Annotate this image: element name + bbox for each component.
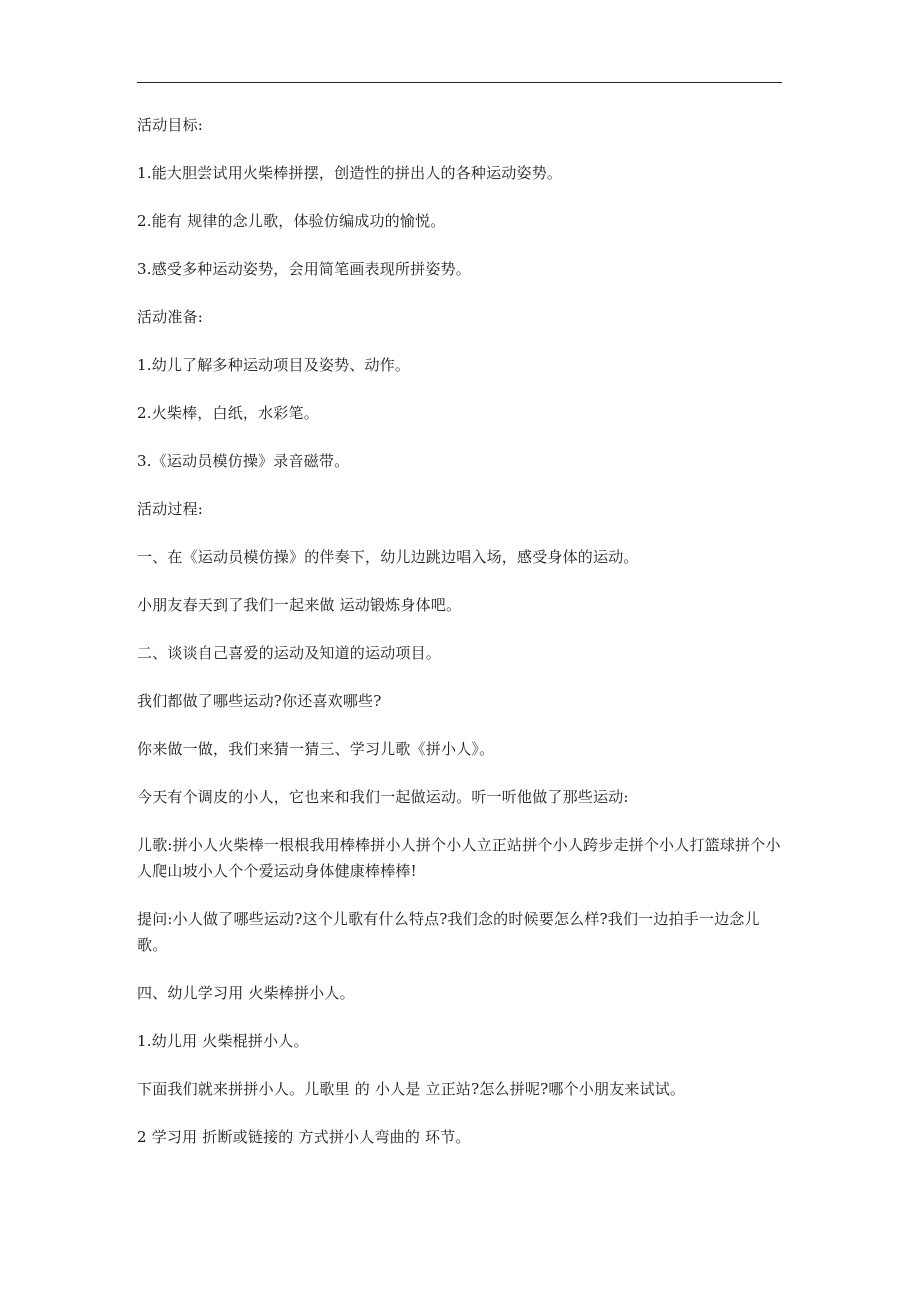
process-paragraph: 一、在《运动员模仿操》的伴奏下，幼儿边跳边唱入场，感受身体的运动。 [137,548,639,566]
process-paragraph: 2 学习用 折断或链接的 方式拼小人弯曲的 环节。 [137,1128,471,1146]
goal-item: 1.能大胆尝试用火柴棒拼摆，创造性的拼出人的各种运动姿势。 [137,164,563,182]
process-paragraph: 你来做一做，我们来猜一猜三、学习儿歌《拼小人》。 [137,740,495,758]
preparation-item: 1.幼儿了解多种运动项目及姿势、动作。 [137,356,411,374]
nursery-rhyme-paragraph: 儿歌:拼小人火柴棒一根根我用棒棒拼小人拼个小人立正站拼个小人跨步走拼个小人打篮球拼个小人爬山坡小人个个爱运动身体健康棒棒棒! [137,836,781,880]
goal-item: 2.能有 规律的念儿歌，体验仿编成功的愉悦。 [137,212,446,230]
process-paragraph: 1.幼儿用 火柴棍拼小人。 [137,1032,309,1050]
process-paragraph: 小朋友春天到了我们一起来做 运动锻炼身体吧。 [137,596,462,614]
process-paragraph: 我们都做了哪些运动?你还喜欢哪些? [137,692,382,710]
process-paragraph: 四、幼儿学习用 火柴棒拼小人。 [137,984,355,1002]
section-heading-process: 活动过程: [137,500,204,518]
section-heading-preparation: 活动准备: [137,308,204,326]
preparation-item: 3.《运动员模仿操》录音磁带。 [137,452,350,470]
document-body [137,112,782,1172]
question-paragraph: 提问:小人做了哪些运动?这个儿歌有什么特点?我们念的时候要怎么样?我们一边拍手一边念儿歌。 [137,910,760,954]
header-rule [137,82,782,83]
preparation-item: 2.火柴棒，白纸，水彩笔。 [137,404,319,422]
section-heading-goals: 活动目标: [137,116,204,134]
goal-item: 3.感受多种运动姿势，会用简笔画表现所拼姿势。 [137,260,471,278]
process-paragraph: 今天有个调皮的小人，它也来和我们一起做运动。听一听他做了那些运动: [137,788,629,806]
process-paragraph: 二、谈谈自己喜爱的运动及知道的运动项目。 [137,644,442,662]
process-paragraph: 下面我们就来拼拼小人。儿歌里 的 小人是 立正站?怎么拼呢?哪个小朋友来试试。 [137,1080,686,1098]
